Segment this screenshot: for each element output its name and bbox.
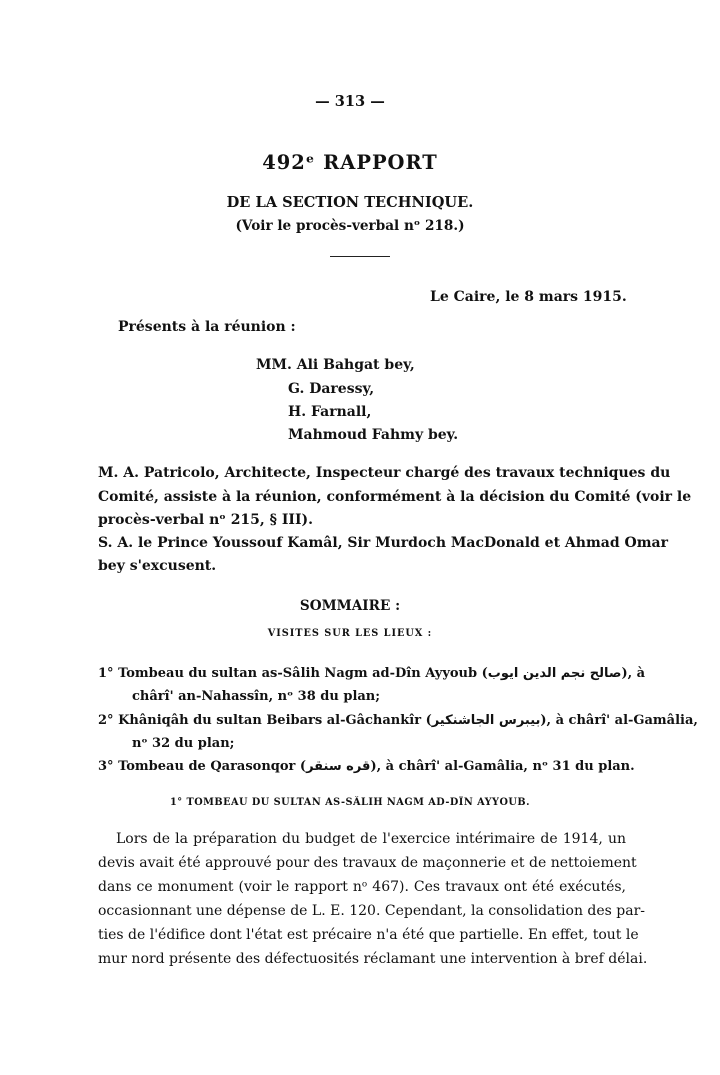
member-line: H. Farnall, (288, 404, 372, 420)
body-line: devis avait été approuvé pour des travaux de maçonnerie et de nettoiement (98, 855, 637, 871)
proces-verbal-reference: (Voir le procès-verbal nᵒ 218.) (235, 218, 465, 234)
item-text: Tombeau du sultan as-Sâlih Nagm ad-Dîn Ayyoub ( (118, 666, 488, 681)
body-line: Lors de la préparation du budget de l'exercice intérimaire de 1914, un (116, 831, 626, 847)
item-continuation: nᵒ 32 du plan; (132, 736, 235, 751)
presents-label: Présents à la réunion : (118, 319, 296, 335)
list-item (98, 666, 645, 681)
arabic-name: صالح نجم الدين ايوب (487, 666, 622, 681)
page-number: — 313 — (315, 92, 385, 110)
body-line: occasionnant une dépense de L. E. 120. Cependant, la consolidation des par- (98, 903, 646, 919)
member-line: MM. Ali Bahgat bey, (256, 357, 415, 373)
section-heading: 1° TOMBEAU DU SULTAN AS-SÂLIH NAGM AD-DÎN AYYOUB. (170, 797, 530, 808)
item-number: 2° (98, 713, 114, 728)
item-continuation: chârî' an-Nahassîn, nᵒ 38 du plan; (132, 689, 381, 704)
list-item (98, 713, 698, 728)
body-line: ties de l'édifice dont l'état est précaire n'a été que partielle. En effet, tout le (98, 927, 639, 943)
item-number: 1° (98, 666, 114, 681)
sommaire-heading: SOMMAIRE : (299, 598, 401, 614)
paragraph-line: bey s'excusent. (98, 558, 217, 574)
paragraph-line: Comité, assiste à la réunion, conformément à la décision du Comité (voir le (98, 489, 692, 505)
date-line: Le Caire, le 8 mars 1915. (430, 289, 627, 305)
body-line: mur nord présente des défectuosités réclamant une intervention à bref délai. (98, 951, 648, 967)
arabic-name: بيبرس الجاشنكير (431, 713, 541, 728)
item-text: Tombeau de Qarasonqor ( (118, 759, 307, 774)
item-text: ), à chârî' al-Gamâlia, nᵒ 31 du plan. (370, 759, 635, 774)
report-subtitle: DE LA SECTION TECHNIQUE. (226, 193, 474, 211)
paragraph-line: M. A. Patricolo, Architecte, Inspecteur chargé des travaux techniques du (98, 465, 671, 481)
paragraph-line: procès-verbal nᵒ 215, § III). (98, 512, 314, 528)
title-divider (330, 256, 390, 257)
item-text: ), à chârî' al-Gamâlia, (540, 713, 698, 728)
paragraph-line: S. A. le Prince Youssouf Kamâl, Sir Murdoch MacDonald et Ahmad Omar (98, 535, 668, 551)
list-item (98, 759, 635, 774)
visites-heading: VISITES SUR LES LIEUX : (267, 628, 433, 639)
body-line: dans ce monument (voir le rapport nᵒ 467). Ces travaux ont été exécutés, (98, 879, 626, 895)
report-title: 492ᵉ RAPPORT (262, 150, 438, 174)
item-text: Khâniqâh du sultan Beibars al-Gâchankîr ( (118, 713, 432, 728)
member-line: G. Daressy, (288, 381, 375, 397)
item-text: ), à (621, 666, 646, 681)
arabic-name: قره سنقر (306, 759, 371, 774)
item-number: 3° (98, 759, 114, 774)
member-line: Mahmoud Fahmy bey. (288, 427, 459, 443)
